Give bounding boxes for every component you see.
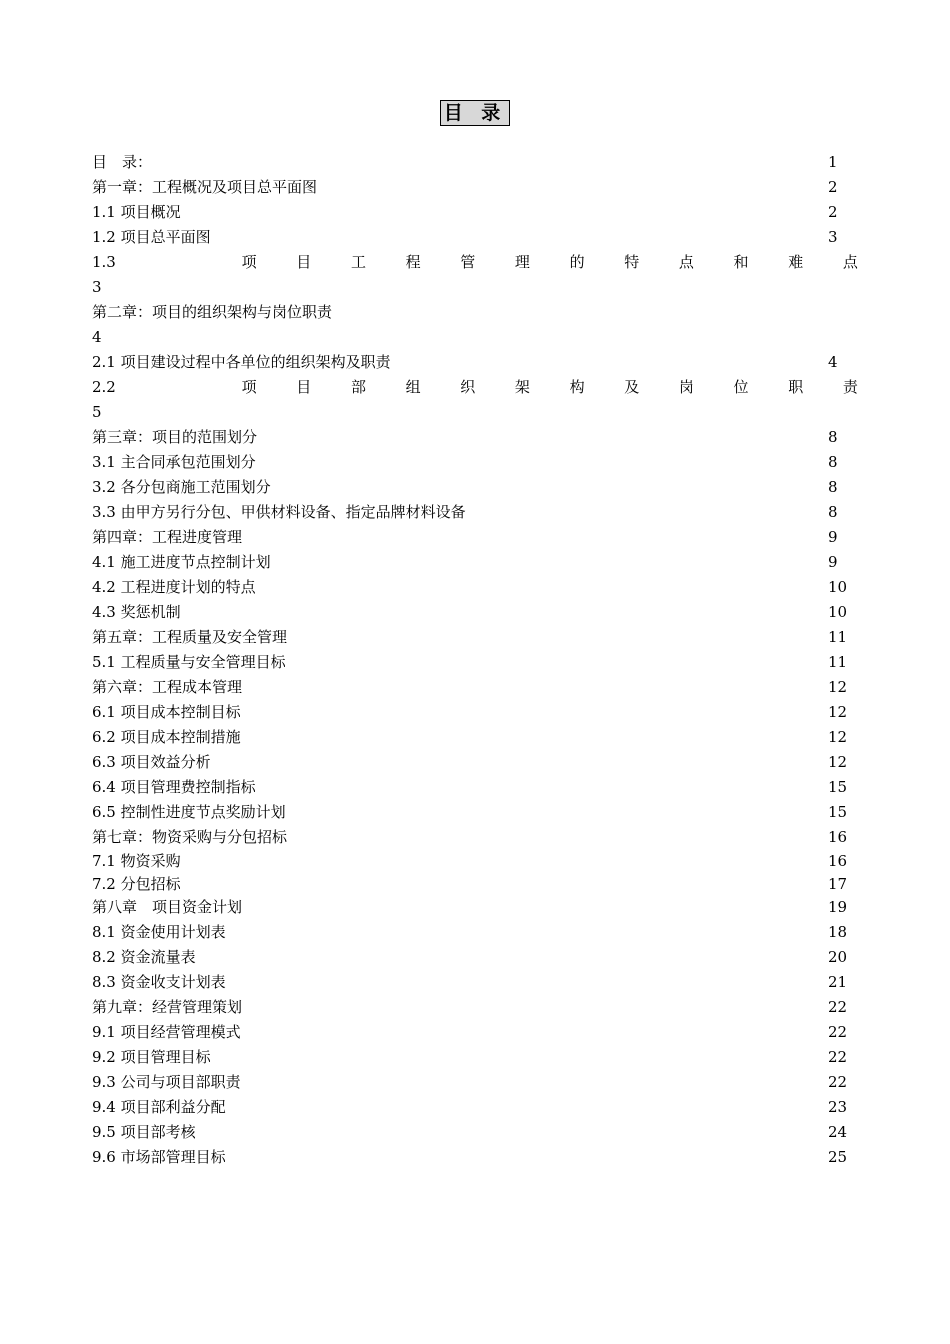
toc-entry[interactable]: [92, 920, 862, 945]
toc-entry-label: 第三章：项目的范围划分: [92, 428, 258, 446]
table-of-contents: [92, 150, 862, 1170]
toc-entry[interactable]: [92, 1020, 862, 1045]
toc-entry-label: 9.4 项目部利益分配: [92, 1098, 226, 1116]
toc-char: 点: [842, 253, 858, 271]
toc-entry[interactable]: [92, 675, 862, 700]
toc-entry-page: 10: [828, 603, 848, 621]
toc-entry-label: 3.3 由甲方另行分包、甲供材料设备、指定品牌材料设备: [92, 503, 466, 521]
toc-entry-label: 1.2 项目总平面图: [92, 228, 211, 246]
toc-entry-label: 第九章：经营管理策划: [92, 998, 243, 1016]
toc-entry[interactable]: [92, 625, 862, 650]
toc-char: 目: [296, 253, 312, 271]
toc-entry-page: 22: [828, 1048, 848, 1066]
toc-entry-label: 8.2 资金流量表: [92, 948, 196, 966]
toc-char: 架: [514, 378, 530, 396]
toc-entry-label: 2.1 项目建设过程中各单位的组织架构及职责: [92, 353, 391, 371]
toc-entry-label: 8.1 资金使用计划表: [92, 923, 226, 941]
toc-entry-page: 12: [828, 703, 848, 721]
toc-entry-label: 7.2 分包招标: [92, 874, 181, 893]
toc-entry[interactable]: [92, 945, 862, 970]
toc-entry-label: 7.1 物资采购: [92, 852, 181, 870]
toc-entry-label: 6.2 项目成本控制措施: [92, 728, 241, 746]
toc-char: 组: [405, 378, 421, 396]
toc-entry-page: 8: [828, 428, 838, 446]
toc-entry-justified-line: [92, 375, 858, 400]
toc-entry-label: 9.3 公司与项目部职责: [92, 1073, 241, 1091]
toc-entry[interactable]: [92, 175, 862, 200]
toc-entry-label: 6.1 项目成本控制目标: [92, 703, 241, 721]
toc-char: 管: [460, 253, 476, 271]
toc-entry-page: 19: [828, 898, 848, 916]
toc-entry-label: 4.3 奖惩机制: [92, 603, 181, 621]
toc-entry-label: 4.1 施工进度节点控制计划: [92, 553, 271, 571]
toc-entry-label: 第一章：工程概况及项目总平面图: [92, 178, 318, 196]
toc-entry[interactable]: [92, 970, 862, 995]
toc-entry-justified[interactable]: [92, 250, 862, 300]
toc-entry[interactable]: [92, 750, 862, 775]
toc-entry-page: 18: [828, 923, 848, 941]
toc-entry-number: 2.2: [92, 378, 116, 396]
toc-char: 和: [733, 253, 749, 271]
toc-entry-page: 22: [828, 1073, 848, 1091]
toc-entry-page: 3: [92, 278, 102, 296]
toc-char: 职: [788, 378, 804, 396]
toc-entry-label: 第七章：物资采购与分包招标: [92, 828, 288, 846]
toc-entry[interactable]: [92, 873, 862, 896]
toc-char: 构: [569, 378, 585, 396]
toc-entry-label: 3.1 主合同承包范围划分: [92, 453, 256, 471]
toc-entry-justified[interactable]: [92, 375, 862, 425]
toc-entry[interactable]: [92, 650, 862, 675]
toc-entry-label: 9.5 项目部考核: [92, 1123, 196, 1141]
toc-char: 难: [788, 253, 804, 271]
toc-entry-page: 24: [828, 1123, 848, 1141]
toc-entry-page: 25: [828, 1148, 848, 1166]
toc-char: 的: [569, 253, 585, 271]
toc-char: 项: [241, 378, 257, 396]
toc-entry[interactable]: [92, 500, 862, 525]
toc-entry[interactable]: [92, 895, 862, 920]
toc-entry[interactable]: [92, 150, 862, 175]
toc-entry-page: 22: [828, 1023, 848, 1041]
toc-entry[interactable]: [92, 850, 862, 873]
toc-entry[interactable]: [92, 550, 862, 575]
toc-entry[interactable]: [92, 600, 862, 625]
toc-entry-page: 16: [828, 828, 848, 846]
toc-entry-page: 1: [828, 153, 838, 171]
toc-entry[interactable]: [92, 1070, 862, 1095]
toc-entry-page: 4: [92, 328, 102, 346]
toc-char: 程: [405, 253, 421, 271]
toc-entry-label: 4.2 工程进度计划的特点: [92, 578, 256, 596]
toc-entry-page: 20: [828, 948, 848, 966]
toc-char: 点: [678, 253, 694, 271]
toc-entry-label: 9.1 项目经营管理模式: [92, 1023, 241, 1041]
toc-char: 岗: [678, 378, 694, 396]
toc-entry-label: 第二章：项目的组织架构与岗位职责: [92, 303, 333, 321]
toc-char: 责: [842, 378, 858, 396]
toc-char: 项: [241, 253, 257, 271]
toc-entry[interactable]: [92, 1145, 862, 1170]
toc-entry-page: 12: [828, 753, 848, 771]
toc-entry-page: 8: [828, 503, 838, 521]
toc-entry[interactable]: [92, 475, 862, 500]
toc-entry[interactable]: [92, 1045, 862, 1070]
toc-entry-label: 3.2 各分包商施工范围划分: [92, 478, 271, 496]
toc-entry[interactable]: [92, 1095, 862, 1120]
toc-entry-page: 16: [828, 852, 848, 870]
toc-entry-page: 11: [828, 628, 848, 646]
toc-entry-page: 12: [828, 678, 848, 696]
toc-entry-justified-line: [92, 250, 858, 275]
toc-entry[interactable]: [92, 575, 862, 600]
toc-entry[interactable]: [92, 350, 862, 375]
toc-entry-page: 9: [828, 528, 838, 546]
toc-entry-label: 9.6 市场部管理目标: [92, 1148, 226, 1166]
toc-entry-page: 23: [828, 1098, 848, 1116]
toc-entry-label: 6.5 控制性进度节点奖励计划: [92, 803, 286, 821]
toc-entry-label: 第八章 项目资金计划: [92, 898, 243, 916]
toc-entry-page: 2: [828, 203, 838, 221]
toc-entry-page: 2: [828, 178, 838, 196]
toc-entry-label: 6.4 项目管理费控制指标: [92, 778, 256, 796]
toc-entry[interactable]: [92, 725, 862, 750]
toc-entry[interactable]: [92, 200, 862, 225]
toc-entry-label: 8.3 资金收支计划表: [92, 973, 226, 991]
toc-entry-page: 10: [828, 578, 848, 596]
toc-char: 织: [460, 378, 476, 396]
page-title: 目 录: [440, 100, 511, 126]
toc-entry-page: 11: [828, 653, 848, 671]
toc-entry-page: 22: [828, 998, 848, 1016]
toc-entry-label: 1.1 项目概况: [92, 203, 181, 221]
toc-entry[interactable]: [92, 450, 862, 475]
toc-entry-page: 8: [828, 453, 838, 471]
toc-entry-label: 5.1 工程质量与安全管理目标: [92, 653, 286, 671]
toc-entry[interactable]: [92, 425, 862, 450]
toc-entry[interactable]: [92, 225, 862, 250]
toc-entry[interactable]: [92, 1120, 862, 1145]
toc-entry[interactable]: [92, 775, 862, 800]
toc-entry-page: 4: [828, 353, 838, 371]
toc-char: 工: [350, 253, 366, 271]
toc-entry-number: 1.3: [92, 253, 116, 271]
toc-entry-label: 目 录：: [92, 153, 153, 171]
toc-char: 目: [296, 378, 312, 396]
toc-entry-label: 第六章：工程成本管理: [92, 678, 243, 696]
toc-entry-label: 6.3 项目效益分析: [92, 753, 211, 771]
toc-entry[interactable]: [92, 525, 862, 550]
toc-entry[interactable]: [92, 800, 862, 825]
toc-entry-page: 15: [828, 803, 848, 821]
toc-entry-label: 第五章：工程质量及安全管理: [92, 628, 288, 646]
toc-entry-page: 9: [828, 553, 838, 571]
toc-entry[interactable]: [92, 995, 862, 1020]
toc-entry-page: 5: [92, 403, 102, 421]
toc-entry-page: 3: [828, 228, 838, 246]
toc-entry-page: 12: [828, 728, 848, 746]
toc-char: 及: [624, 378, 640, 396]
toc-entry-page: 21: [828, 973, 848, 991]
toc-entry-wrapped[interactable]: [92, 300, 862, 350]
page-title-wrap: [0, 100, 950, 126]
toc-char: 特: [624, 253, 640, 271]
toc-char: 部: [350, 378, 366, 396]
toc-char: 位: [733, 378, 749, 396]
toc-char: 理: [514, 253, 530, 271]
toc-entry-page: 15: [828, 778, 848, 796]
toc-entry-label: 第四章：工程进度管理: [92, 528, 243, 546]
toc-entry[interactable]: [92, 700, 862, 725]
toc-entry-page: 17: [828, 874, 848, 893]
toc-entry-label: 9.2 项目管理目标: [92, 1048, 211, 1066]
toc-entry-page: 8: [828, 478, 838, 496]
toc-entry[interactable]: [92, 825, 862, 850]
